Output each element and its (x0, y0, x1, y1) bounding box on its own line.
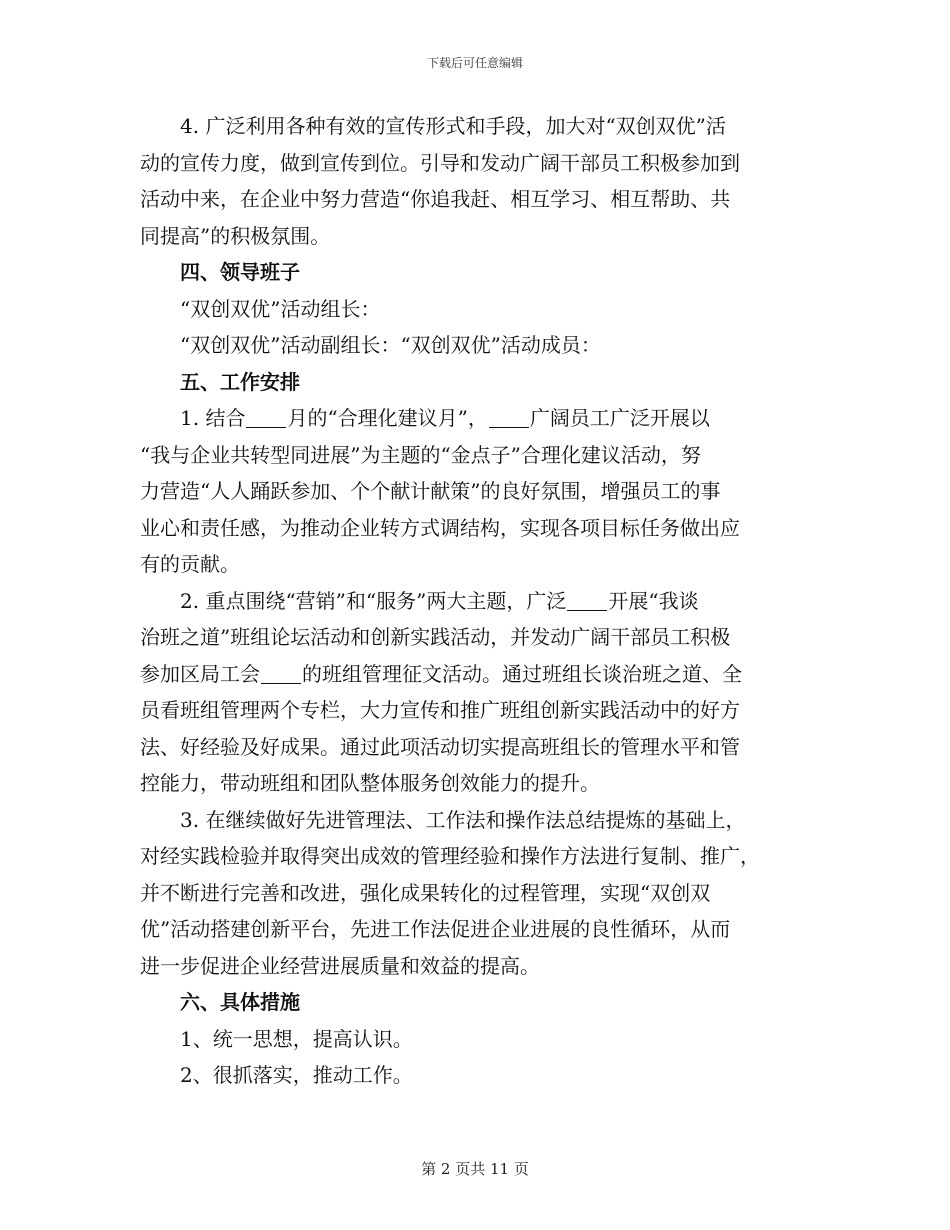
text-line: 3. 在继续做好先进管理法、工作法和操作法总结提炼的基础上， (180, 807, 746, 832)
fill-blank (246, 407, 286, 428)
page-header-note: 下载后可任意编辑 (426, 56, 523, 70)
text-line: “我与企业共转型同进展”为主题的“金点子”合理化建议活动，努 (140, 442, 701, 467)
paragraph-arrangement-3 (140, 802, 808, 985)
fill-blank (567, 590, 607, 611)
document-body (140, 108, 808, 1094)
text-segment: 参加区局工会 (140, 661, 260, 686)
section-heading-measures: 六、具体措施 (180, 990, 300, 1014)
text-line (140, 583, 808, 620)
text-line: 对经实践检验并取得突出成效的管理经验和操作方法进行复制、推广， (140, 844, 760, 868)
fill-blank (489, 407, 529, 428)
text-line: 员看班组管理两个专栏，大力宣传和推广班组创新实践活动中的好方 (140, 698, 740, 722)
text-segment: 的班组管理征文活动。通过班组长谈治班之道、全 (302, 661, 742, 686)
paragraph-arrangement-1 (140, 400, 808, 583)
text-line: 法、好经验及好成果。通过此项活动切实提高班组长的管理水平和管 (140, 734, 740, 759)
paragraph-publicity (140, 108, 808, 254)
text-line: 有的贡献。 (140, 552, 240, 576)
paragraph-arrangement-2 (140, 583, 808, 802)
page-number: 第 2 页共 11 页 (421, 1160, 529, 1178)
text-line: 业心和责任感，为推动企业转方式调结构，实现各项目标任务做出应 (140, 515, 740, 540)
text-line: 并不断进行完善和改进，强化成果转化的过程管理，实现“双创双 (140, 880, 711, 905)
text-line: 治班之道”班组论坛活动和创新实践活动，并发动广阔干部员工积极 (140, 625, 731, 649)
text-segment: 广阔员工广泛开展以 (529, 406, 710, 430)
measure-item-1: 1、统一思想，提高认识。 (180, 1026, 413, 1051)
text-segment: 2. 重点围绕“营销”和“服务”两大主题，广泛 (180, 588, 567, 613)
fill-blank (261, 663, 301, 684)
text-line: 动的宣传力度，做到宣传到位。引导和发动广阔干部员工积极参加到 (140, 150, 740, 175)
section-heading-work-arrangement: 五、工作安排 (180, 369, 300, 394)
measure-item-2: 2、很抓落实，推动工作。 (180, 1063, 413, 1087)
leader-line-1: “双创双优”活动组长： (180, 296, 381, 321)
text-segment: 月的“合理化建议月”， (287, 406, 488, 430)
leader-line-2: “双创双优”活动副组长：“双创双优”活动成员： (180, 333, 601, 357)
text-line: 进一步促进企业经营进展质量和效益的提高。 (140, 953, 540, 978)
text-line (140, 400, 808, 437)
text-segment: 开展“我谈 (608, 588, 699, 613)
text-line: 优”活动搭建创新平台，先进工作法促进企业进展的良性循环，从而 (140, 917, 731, 941)
section-heading-leadership: 四、领导班子 (180, 260, 300, 284)
text-line: 活动中来，在企业中努力营造“你追我赶、相互学习、相互帮助、共 (140, 187, 731, 211)
text-line: 控能力，带动班组和团队整体服务创效能力的提升。 (140, 771, 600, 795)
text-line: 同提高”的积极氛围。 (140, 223, 331, 248)
text-line: 4. 广泛利用各种有效的宣传形式和手段，加大对“双创双优”活 (180, 114, 726, 138)
text-line (140, 656, 808, 693)
text-segment: 1. 结合 (180, 406, 246, 430)
text-line: 力营造“人人踊跃参加、个个献计献策”的良好氛围，增强员工的事 (140, 479, 721, 503)
